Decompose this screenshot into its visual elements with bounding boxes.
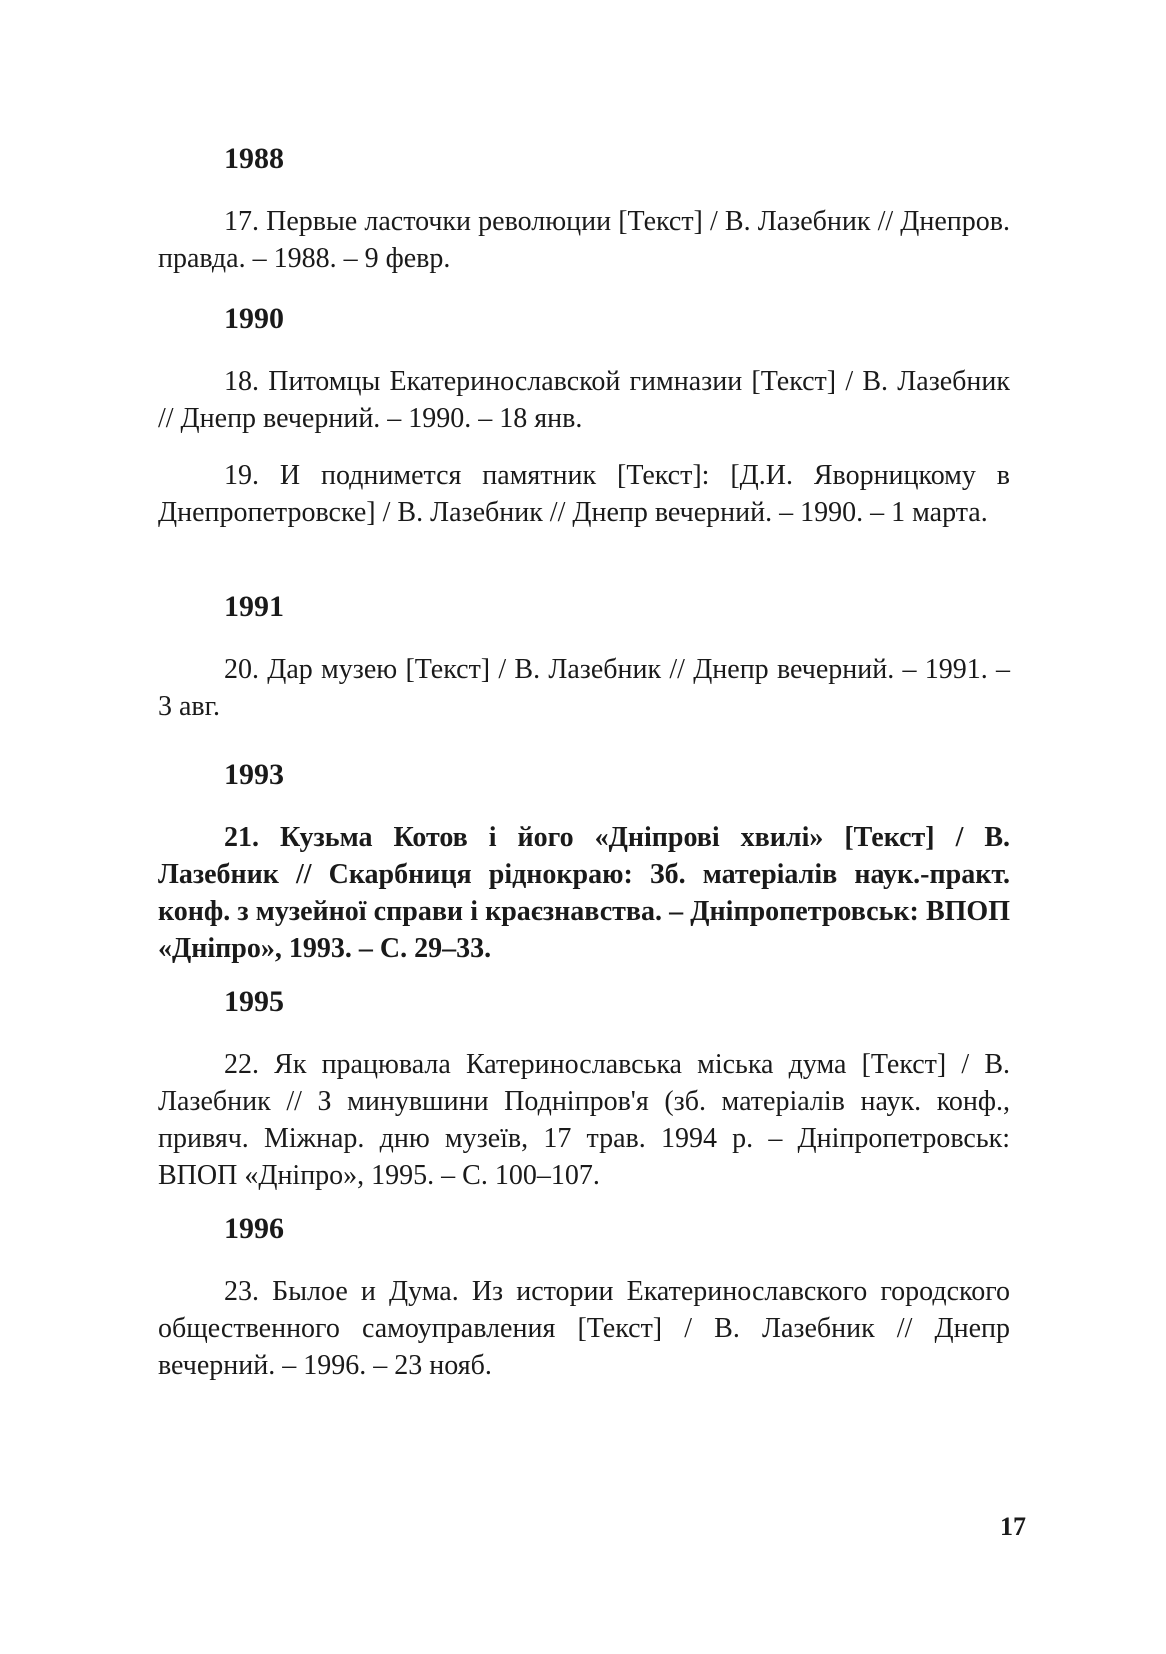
document-page bbox=[158, 0, 1010, 1654]
bibliography-entry: 21. Кузьма Котов і його «Дніпрові хвилі» [Текст] / В. Лазебник // Скарбниця ріднокраю: Зб. матеріалів наук.-практ. конф. з музейної справи і краєзнавства. – Дніпропетровськ: ВПОП «Дніпро», 1993. – С. 29–33. bbox=[158, 822, 1010, 964]
year-heading: 1988 bbox=[224, 142, 284, 175]
year-heading: 1995 bbox=[224, 985, 284, 1018]
bibliography-entry: 17. Первые ласточки революции [Текст] / В. Лазебник // Днепров. правда. – 1988. – 9 февр. bbox=[158, 206, 1010, 274]
bibliography-entry: 22. Як працювала Катеринославська міська дума [Текст] / В. Лазебник // З минувшини Подніпров'я (зб. матеріалів наук. конф., привяч. Міжнар. дню музеїв, 17 трав. 1994 р. – Дніпропетровськ: ВПОП «Дніпро», 1995. – С. 100–107. bbox=[158, 1049, 1010, 1191]
bibliography-entry: 19. И поднимется памятник [Текст]: [Д.И. Яворницкому в Днепропетровске] / В. Лазебник // Днепр вечерний. – 1990. – 1 марта. bbox=[158, 460, 1010, 528]
year-section-1988 bbox=[158, 140, 1010, 277]
year-section-1991 bbox=[158, 588, 1010, 725]
year-section-1990 bbox=[158, 300, 1010, 531]
year-heading: 1996 bbox=[224, 1212, 284, 1245]
year-heading: 1991 bbox=[224, 590, 284, 623]
year-section-1995 bbox=[158, 983, 1010, 1194]
year-section-1993 bbox=[158, 756, 1010, 967]
bibliography-entry: 20. Дар музею [Текст] / В. Лазебник // Днепр вечерний. – 1991. – 3 авг. bbox=[158, 654, 1010, 722]
year-section-1996 bbox=[158, 1210, 1010, 1384]
year-heading: 1990 bbox=[224, 302, 284, 335]
bibliography-entry: 23. Былое и Дума. Из истории Екатеринославского городского общественного самоуправления [Текст] / В. Лазебник // Днепр вечерний. – 1996. – 23 нояб. bbox=[158, 1276, 1010, 1381]
bibliography-entry: 18. Питомцы Екатеринославской гимназии [Текст] / В. Лазебник // Днепр вечерний. – 1990. – 18 янв. bbox=[158, 366, 1010, 434]
year-heading: 1993 bbox=[224, 758, 284, 791]
page-number: 17 bbox=[1000, 1512, 1026, 1541]
